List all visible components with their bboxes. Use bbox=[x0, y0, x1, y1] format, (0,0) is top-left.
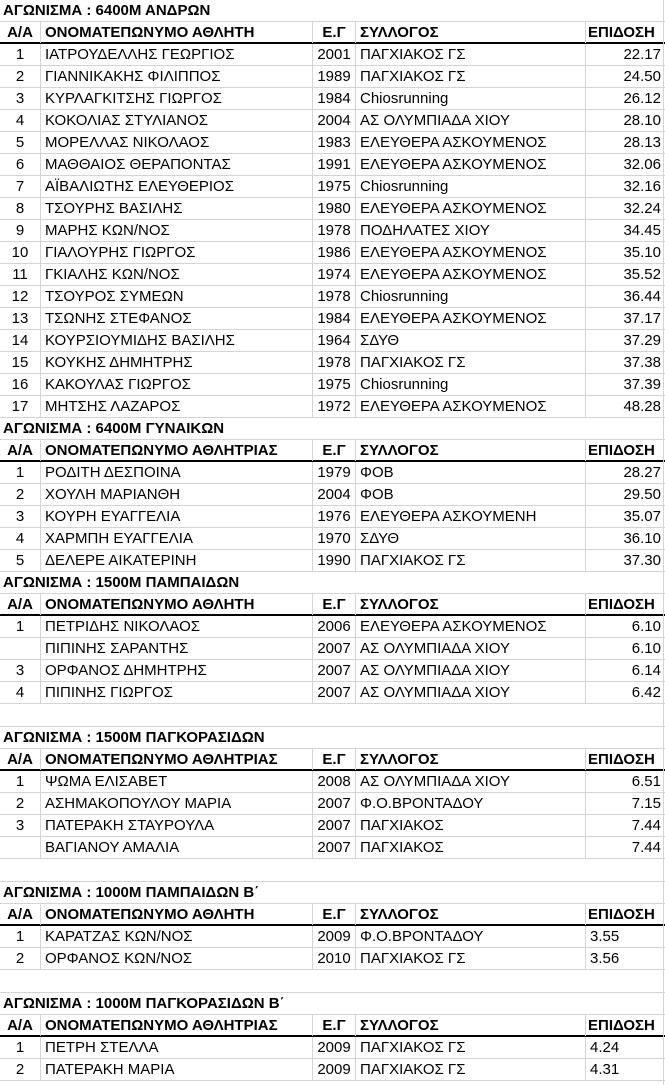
row-time: 32.16 bbox=[585, 176, 663, 197]
row-name: ΧΟΥΛΗ ΜΑΡΙΑΝΘΗ bbox=[40, 484, 312, 505]
header-name: ΟΝΟΜΑΤΕΠΩΝΥΜΟ ΑΘΛΗΤΗ bbox=[40, 22, 312, 43]
row-aa: 1 bbox=[15, 46, 25, 63]
row-name: ΠΕΤΡΗ ΣΤΕΛΛΑ bbox=[40, 1037, 312, 1058]
table-header-row bbox=[0, 594, 665, 616]
row-name: ΚΟΥΚΗΣ ΔΗΜΗΤΡΗΣ bbox=[40, 352, 312, 373]
row-year: 1991 bbox=[312, 154, 355, 175]
table-header-row bbox=[0, 440, 665, 462]
table-row bbox=[0, 308, 665, 330]
header-aa: Α/Α bbox=[7, 596, 33, 613]
table-row bbox=[0, 484, 665, 506]
header-name: ΟΝΟΜΑΤΕΠΩΝΥΜΟ ΑΘΛΗΤΗ bbox=[40, 904, 312, 925]
row-aa: 4 bbox=[15, 112, 25, 129]
table-row bbox=[0, 198, 665, 220]
section-title-row bbox=[0, 993, 665, 1015]
header-club: ΣΥΛΛΟΓΟΣ bbox=[355, 1015, 585, 1036]
row-club: ΣΔΥΘ bbox=[355, 330, 585, 351]
row-time: 28.10 bbox=[585, 110, 663, 131]
row-aa bbox=[0, 638, 40, 659]
row-club: ΠΑΓΧΙΑΚΟΣ bbox=[355, 815, 585, 836]
row-time: 28.13 bbox=[585, 132, 663, 153]
row-club: ΦΟΒ bbox=[355, 484, 585, 505]
row-club: ΕΛΕΥΘΕΡΑ ΑΣΚΟΥΜΕΝΟΣ bbox=[355, 616, 585, 637]
table-row bbox=[0, 88, 665, 110]
row-club: ΠΑΓΧΙΑΚΟΣ ΓΣ bbox=[355, 948, 585, 969]
row-name: ΜΟΡΕΛΛΑΣ ΝΙΚΟΛΑΟΣ bbox=[40, 132, 312, 153]
section-title-row bbox=[0, 572, 665, 594]
row-club: Φ.Ο.ΒΡΟΝΤΑΔΟΥ bbox=[355, 926, 585, 947]
section-title-row bbox=[0, 418, 665, 440]
row-name: ΠΑΤΕΡΑΚΗ ΣΤΑΥΡΟΥΛΑ bbox=[40, 815, 312, 836]
row-name: ΤΣΩΝΗΣ ΣΤΕΦΑΝΟΣ bbox=[40, 308, 312, 329]
row-club: Chiosrunning bbox=[355, 286, 585, 307]
row-club: ΑΣ ΟΛΥΜΠΙΑΔΑ ΧΙΟΥ bbox=[355, 771, 585, 792]
table-row bbox=[0, 242, 665, 264]
row-year: 2009 bbox=[312, 1037, 355, 1058]
header-name: ΟΝΟΜΑΤΕΠΩΝΥΜΟ ΑΘΛΗΤΗ bbox=[40, 594, 312, 615]
row-club: Chiosrunning bbox=[355, 176, 585, 197]
table-row bbox=[0, 220, 665, 242]
row-time: 4.31 bbox=[585, 1059, 663, 1080]
table-row bbox=[0, 396, 665, 418]
row-time: 32.06 bbox=[585, 154, 663, 175]
header-name: ΟΝΟΜΑΤΕΠΩΝΥΜΟ ΑΘΛΗΤΡΙΑΣ bbox=[40, 1015, 312, 1036]
row-club: ΣΔΥΘ bbox=[355, 528, 585, 549]
header-aa: Α/Α bbox=[7, 906, 33, 923]
section-title: ΑΓΩΝΙΣΜΑ : 6400Μ ΓΥΝΑΙΚΩΝ bbox=[3, 420, 225, 437]
row-year: 1980 bbox=[312, 198, 355, 219]
row-time: 7.15 bbox=[585, 793, 663, 814]
table-row bbox=[0, 1059, 665, 1081]
row-name: ΙΑΤΡΟΥΔΕΛΛΗΣ ΓΕΩΡΓΙΟΣ bbox=[40, 44, 312, 65]
row-name: ΨΩΜΑ ΕΛΙΣΑΒΕΤ bbox=[40, 771, 312, 792]
row-club: Chiosrunning bbox=[355, 88, 585, 109]
row-time: 35.10 bbox=[585, 242, 663, 263]
header-club: ΣΥΛΛΟΓΟΣ bbox=[355, 594, 585, 615]
section-title: ΑΓΩΝΙΣΜΑ : 6400Μ ΑΝΔΡΩΝ bbox=[3, 2, 211, 19]
table-header-row bbox=[0, 749, 665, 771]
row-time: 24.50 bbox=[585, 66, 663, 87]
table-row bbox=[0, 506, 665, 528]
table-row bbox=[0, 616, 665, 638]
row-aa: 2 bbox=[15, 68, 25, 85]
row-time: 37.38 bbox=[585, 352, 663, 373]
header-year: Ε.Γ bbox=[312, 749, 355, 770]
row-time: 4.24 bbox=[585, 1037, 663, 1058]
row-aa: 5 bbox=[15, 552, 25, 569]
table-row bbox=[0, 132, 665, 154]
row-club: ΠΑΓΧΙΑΚΟΣ ΓΣ bbox=[355, 1037, 585, 1058]
row-aa: 2 bbox=[15, 486, 25, 503]
row-year: 1970 bbox=[312, 528, 355, 549]
row-name: ΠΙΠΙΝΗΣ ΓΙΩΡΓΟΣ bbox=[40, 682, 312, 703]
section-title: ΑΓΩΝΙΣΜΑ : 1500Μ ΠΑΜΠΑΙΔΩΝ bbox=[3, 574, 240, 591]
table-row bbox=[0, 638, 665, 660]
header-year: Ε.Γ bbox=[312, 22, 355, 43]
table-row bbox=[0, 374, 665, 396]
table-header-row bbox=[0, 904, 665, 926]
row-year: 2007 bbox=[312, 638, 355, 659]
row-time: 6.51 bbox=[585, 771, 663, 792]
row-time: 28.27 bbox=[585, 462, 663, 483]
row-aa: 4 bbox=[15, 530, 25, 547]
row-name: ΜΑΘΘΑΙΟΣ ΘΕΡΑΠΟΝΤΑΣ bbox=[40, 154, 312, 175]
row-club: ΠΑΓΧΙΑΚΟΣ ΓΣ bbox=[355, 352, 585, 373]
header-club: ΣΥΛΛΟΓΟΣ bbox=[355, 22, 585, 43]
row-name: ΟΡΦΑΝΟΣ ΔΗΜΗΤΡΗΣ bbox=[40, 660, 312, 681]
row-time: 35.52 bbox=[585, 264, 663, 285]
row-year: 2001 bbox=[312, 44, 355, 65]
row-club: ΦΟΒ bbox=[355, 462, 585, 483]
row-name: ΑΪΒΑΛΙΩΤΗΣ ΕΛΕΥΘΕΡΙΟΣ bbox=[40, 176, 312, 197]
header-time: ΕΠΙΔΟΣΗ bbox=[585, 22, 663, 43]
row-time: 37.29 bbox=[585, 330, 663, 351]
row-year: 1964 bbox=[312, 330, 355, 351]
header-time: ΕΠΙΔΟΣΗ bbox=[585, 440, 663, 461]
row-club: ΑΣ ΟΛΥΜΠΙΑΔΑ ΧΙΟΥ bbox=[355, 660, 585, 681]
row-year: 1975 bbox=[312, 176, 355, 197]
table-row bbox=[0, 948, 665, 970]
row-aa: 2 bbox=[15, 795, 25, 812]
table-row bbox=[0, 110, 665, 132]
row-name: ΚΟΚΟΛΙΑΣ ΣΤΥΛΙΑΝΟΣ bbox=[40, 110, 312, 131]
row-name: ΔΕΛΕΡΕ ΑΙΚΑΤΕΡΙΝΗ bbox=[40, 550, 312, 571]
section-title-row bbox=[0, 727, 665, 749]
table-row bbox=[0, 528, 665, 550]
table-row bbox=[0, 66, 665, 88]
row-year: 2007 bbox=[312, 682, 355, 703]
row-time: 26.12 bbox=[585, 88, 663, 109]
row-name: ΓΚΙΑΛΗΣ ΚΩΝ/ΝΟΣ bbox=[40, 264, 312, 285]
table-row bbox=[0, 660, 665, 682]
header-year: Ε.Γ bbox=[312, 904, 355, 925]
row-aa: 8 bbox=[15, 200, 25, 217]
row-aa: 10 bbox=[11, 244, 29, 261]
row-aa: 13 bbox=[11, 310, 29, 327]
row-name: ΑΣΗΜΑΚΟΠΟΥΛΟΥ ΜΑΡΙΑ bbox=[40, 793, 312, 814]
row-year: 1976 bbox=[312, 506, 355, 527]
header-club: ΣΥΛΛΟΓΟΣ bbox=[355, 440, 585, 461]
header-year: Ε.Γ bbox=[312, 594, 355, 615]
row-club: ΠΑΓΧΙΑΚΟΣ ΓΣ bbox=[355, 66, 585, 87]
row-name: ΠΕΤΡΙΔΗΣ ΝΙΚΟΛΑΟΣ bbox=[40, 616, 312, 637]
row-year: 1978 bbox=[312, 352, 355, 373]
header-aa: Α/Α bbox=[7, 751, 33, 768]
row-aa: 11 bbox=[12, 266, 28, 283]
row-aa: 6 bbox=[15, 156, 25, 173]
row-aa: 9 bbox=[15, 222, 25, 239]
row-aa bbox=[0, 837, 40, 858]
row-time: 29.50 bbox=[585, 484, 663, 505]
row-year: 1984 bbox=[312, 88, 355, 109]
table-row bbox=[0, 682, 665, 704]
header-name: ΟΝΟΜΑΤΕΠΩΝΥΜΟ ΑΘΛΗΤΡΙΑΣ bbox=[40, 440, 312, 461]
row-year: 2004 bbox=[312, 110, 355, 131]
row-time: 6.14 bbox=[585, 660, 663, 681]
row-name: ΓΙΑΛΟΥΡΗΣ ΓΙΩΡΓΟΣ bbox=[40, 242, 312, 263]
row-aa: 4 bbox=[15, 684, 25, 701]
row-name: ΚΑΚΟΥΛΑΣ ΓΙΩΡΓΟΣ bbox=[40, 374, 312, 395]
row-aa: 16 bbox=[11, 376, 29, 393]
row-time: 22.17 bbox=[585, 44, 663, 65]
table-row bbox=[0, 815, 665, 837]
row-club: ΠΟΔΗΛΑΤΕΣ ΧΙΟΥ bbox=[355, 220, 585, 241]
row-club: ΕΛΕΥΘΕΡΑ ΑΣΚΟΥΜΕΝΟΣ bbox=[355, 264, 585, 285]
row-name: ΚΟΥΡΗ ΕΥΑΓΓΕΛΙΑ bbox=[40, 506, 312, 527]
row-aa: 2 bbox=[15, 1061, 25, 1078]
row-aa: 3 bbox=[15, 90, 25, 107]
table-row bbox=[0, 352, 665, 374]
row-name: ΠΑΤΕΡΑΚΗ ΜΑΡΙΑ bbox=[40, 1059, 312, 1080]
table-row bbox=[0, 264, 665, 286]
table-row bbox=[0, 176, 665, 198]
row-club: ΠΑΓΧΙΑΚΟΣ ΓΣ bbox=[355, 44, 585, 65]
row-club: ΕΛΕΥΘΕΡΑ ΑΣΚΟΥΜΕΝΟΣ bbox=[355, 132, 585, 153]
table-row bbox=[0, 330, 665, 352]
row-year: 2010 bbox=[312, 948, 355, 969]
section-title: ΑΓΩΝΙΣΜΑ : 1000Μ ΠΑΜΠΑΙΔΩΝ Β΄ bbox=[3, 884, 260, 901]
table-header-row bbox=[0, 1015, 665, 1037]
row-aa: 1 bbox=[15, 464, 25, 481]
row-time: 6.10 bbox=[585, 616, 663, 637]
row-time: 3.55 bbox=[585, 926, 663, 947]
section-title-row bbox=[0, 882, 665, 904]
row-year: 2004 bbox=[312, 484, 355, 505]
row-name: ΤΣΟΥΡΗΣ ΒΑΣΙΛΗΣ bbox=[40, 198, 312, 219]
row-aa: 3 bbox=[15, 662, 25, 679]
row-year: 2007 bbox=[312, 837, 355, 858]
row-aa: 7 bbox=[15, 178, 25, 195]
row-year: 1979 bbox=[312, 462, 355, 483]
table-header-row bbox=[0, 22, 665, 44]
sheet-right-border bbox=[663, 0, 664, 1085]
row-year: 1989 bbox=[312, 66, 355, 87]
header-club: ΣΥΛΛΟΓΟΣ bbox=[355, 904, 585, 925]
row-time: 7.44 bbox=[585, 837, 663, 858]
table-row bbox=[0, 550, 665, 572]
row-time: 35.07 bbox=[585, 506, 663, 527]
row-year: 2007 bbox=[312, 815, 355, 836]
header-aa: Α/Α bbox=[7, 24, 33, 41]
row-aa: 1 bbox=[15, 773, 25, 790]
header-name: ΟΝΟΜΑΤΕΠΩΝΥΜΟ ΑΘΛΗΤΡΙΑΣ bbox=[40, 749, 312, 770]
section-title: ΑΓΩΝΙΣΜΑ : 1500Μ ΠΑΓΚΟΡΑΣΙΔΩΝ bbox=[3, 729, 265, 746]
row-year: 1990 bbox=[312, 550, 355, 571]
row-year: 2009 bbox=[312, 926, 355, 947]
row-year: 1975 bbox=[312, 374, 355, 395]
row-name: ΟΡΦΑΝΟΣ ΚΩΝ/ΝΟΣ bbox=[40, 948, 312, 969]
row-club: ΕΛΕΥΘΕΡΑ ΑΣΚΟΥΜΕΝΟΣ bbox=[355, 308, 585, 329]
header-time: ΕΠΙΔΟΣΗ bbox=[585, 749, 663, 770]
table-row bbox=[0, 286, 665, 308]
row-aa: 1 bbox=[15, 928, 25, 945]
row-year: 2007 bbox=[312, 660, 355, 681]
row-name: ΚΑΡΑΤΖΑΣ ΚΩΝ/ΝΟΣ bbox=[40, 926, 312, 947]
row-club: ΕΛΕΥΘΕΡΑ ΑΣΚΟΥΜΕΝΗ bbox=[355, 506, 585, 527]
row-name: ΓΙΑΝΝΙΚΑΚΗΣ ΦΙΛΙΠΠΟΣ bbox=[40, 66, 312, 87]
row-time: 7.44 bbox=[585, 815, 663, 836]
row-time: 6.42 bbox=[585, 682, 663, 703]
row-year: 1978 bbox=[312, 220, 355, 241]
row-club: ΑΣ ΟΛΥΜΠΙΑΔΑ ΧΙΟΥ bbox=[355, 110, 585, 131]
header-aa: Α/Α bbox=[7, 442, 33, 459]
row-aa: 17 bbox=[11, 398, 29, 415]
row-aa: 14 bbox=[11, 332, 29, 349]
row-name: ΜΗΤΣΗΣ ΛΑΖΑΡΟΣ bbox=[40, 396, 312, 417]
row-club: ΠΑΓΧΙΑΚΟΣ bbox=[355, 837, 585, 858]
section-title: ΑΓΩΝΙΣΜΑ : 1000Μ ΠΑΓΚΟΡΑΣΙΔΩΝ Β΄ bbox=[3, 995, 285, 1012]
row-name: ΚΟΥΡΣΙΟΥΜΙΔΗΣ ΒΑΣΙΛΗΣ bbox=[40, 330, 312, 351]
row-aa: 3 bbox=[15, 817, 25, 834]
row-name: ΤΣΟΥΡΟΣ ΣΥΜΕΩΝ bbox=[40, 286, 312, 307]
table-row bbox=[0, 462, 665, 484]
row-time: 3.56 bbox=[585, 948, 663, 969]
row-year: 2008 bbox=[312, 771, 355, 792]
blank-row bbox=[0, 859, 665, 882]
row-time: 36.44 bbox=[585, 286, 663, 307]
table-row bbox=[0, 793, 665, 815]
row-club: ΕΛΕΥΘΕΡΑ ΑΣΚΟΥΜΕΝΟΣ bbox=[355, 396, 585, 417]
header-year: Ε.Γ bbox=[312, 1015, 355, 1036]
blank-row bbox=[0, 704, 665, 727]
row-aa: 15 bbox=[11, 354, 29, 371]
row-time: 37.17 bbox=[585, 308, 663, 329]
blank-row bbox=[0, 970, 665, 993]
table-row bbox=[0, 837, 665, 859]
row-year: 1972 bbox=[312, 396, 355, 417]
row-club: ΠΑΓΧΙΑΚΟΣ ΓΣ bbox=[355, 1059, 585, 1080]
row-club: ΑΣ ΟΛΥΜΠΙΑΔΑ ΧΙΟΥ bbox=[355, 638, 585, 659]
table-row bbox=[0, 926, 665, 948]
row-club: ΑΣ ΟΛΥΜΠΙΑΔΑ ΧΙΟΥ bbox=[355, 682, 585, 703]
row-club: Chiosrunning bbox=[355, 374, 585, 395]
row-year: 2007 bbox=[312, 793, 355, 814]
header-aa: Α/Α bbox=[7, 1017, 33, 1034]
row-year: 1984 bbox=[312, 308, 355, 329]
row-year: 1974 bbox=[312, 264, 355, 285]
row-club: Φ.Ο.ΒΡΟΝΤΑΔΟΥ bbox=[355, 793, 585, 814]
row-aa: 1 bbox=[15, 1039, 25, 1056]
row-time: 48.28 bbox=[585, 396, 663, 417]
header-club: ΣΥΛΛΟΓΟΣ bbox=[355, 749, 585, 770]
row-aa: 12 bbox=[11, 288, 29, 305]
table-row bbox=[0, 771, 665, 793]
row-club: ΕΛΕΥΘΕΡΑ ΑΣΚΟΥΜΕΝΟΣ bbox=[355, 242, 585, 263]
table-row bbox=[0, 154, 665, 176]
header-time: ΕΠΙΔΟΣΗ bbox=[585, 594, 663, 615]
row-name: ΚΥΡΛΑΓΚΙΤΣΗΣ ΓΙΩΡΓΟΣ bbox=[40, 88, 312, 109]
table-row bbox=[0, 1037, 665, 1059]
row-time: 37.30 bbox=[585, 550, 663, 571]
header-time: ΕΠΙΔΟΣΗ bbox=[585, 1015, 663, 1036]
header-year: Ε.Γ bbox=[312, 440, 355, 461]
row-year: 1983 bbox=[312, 132, 355, 153]
row-year: 1978 bbox=[312, 286, 355, 307]
row-year: 1986 bbox=[312, 242, 355, 263]
row-name: ΧΑΡΜΠΗ ΕΥΑΓΓΕΛΙΑ bbox=[40, 528, 312, 549]
row-club: ΕΛΕΥΘΕΡΑ ΑΣΚΟΥΜΕΝΟΣ bbox=[355, 198, 585, 219]
table-row bbox=[0, 44, 665, 66]
row-name: ΒΑΓΙΑΝΟΥ ΑΜΑΛΙΑ bbox=[40, 837, 312, 858]
row-club: ΕΛΕΥΘΕΡΑ ΑΣΚΟΥΜΕΝΟΣ bbox=[355, 154, 585, 175]
row-time: 34.45 bbox=[585, 220, 663, 241]
row-aa: 2 bbox=[15, 950, 25, 967]
row-year: 2006 bbox=[312, 616, 355, 637]
row-aa: 5 bbox=[15, 134, 25, 151]
section-title-row bbox=[0, 0, 665, 22]
row-club: ΠΑΓΧΙΑΚΟΣ ΓΣ bbox=[355, 550, 585, 571]
row-time: 36.10 bbox=[585, 528, 663, 549]
header-time: ΕΠΙΔΟΣΗ bbox=[585, 904, 663, 925]
row-time: 6.10 bbox=[585, 638, 663, 659]
row-time: 32.24 bbox=[585, 198, 663, 219]
row-time: 37.39 bbox=[585, 374, 663, 395]
row-name: ΡΟΔΙΤΗ ΔΕΣΠΟΙΝΑ bbox=[40, 462, 312, 483]
row-name: ΠΙΠΙΝΗΣ ΣΑΡΑΝΤΗΣ bbox=[40, 638, 312, 659]
row-name: ΜΑΡΗΣ ΚΩΝ/ΝΟΣ bbox=[40, 220, 312, 241]
row-year: 2009 bbox=[312, 1059, 355, 1080]
row-aa: 3 bbox=[15, 508, 25, 525]
row-aa: 1 bbox=[15, 618, 25, 635]
